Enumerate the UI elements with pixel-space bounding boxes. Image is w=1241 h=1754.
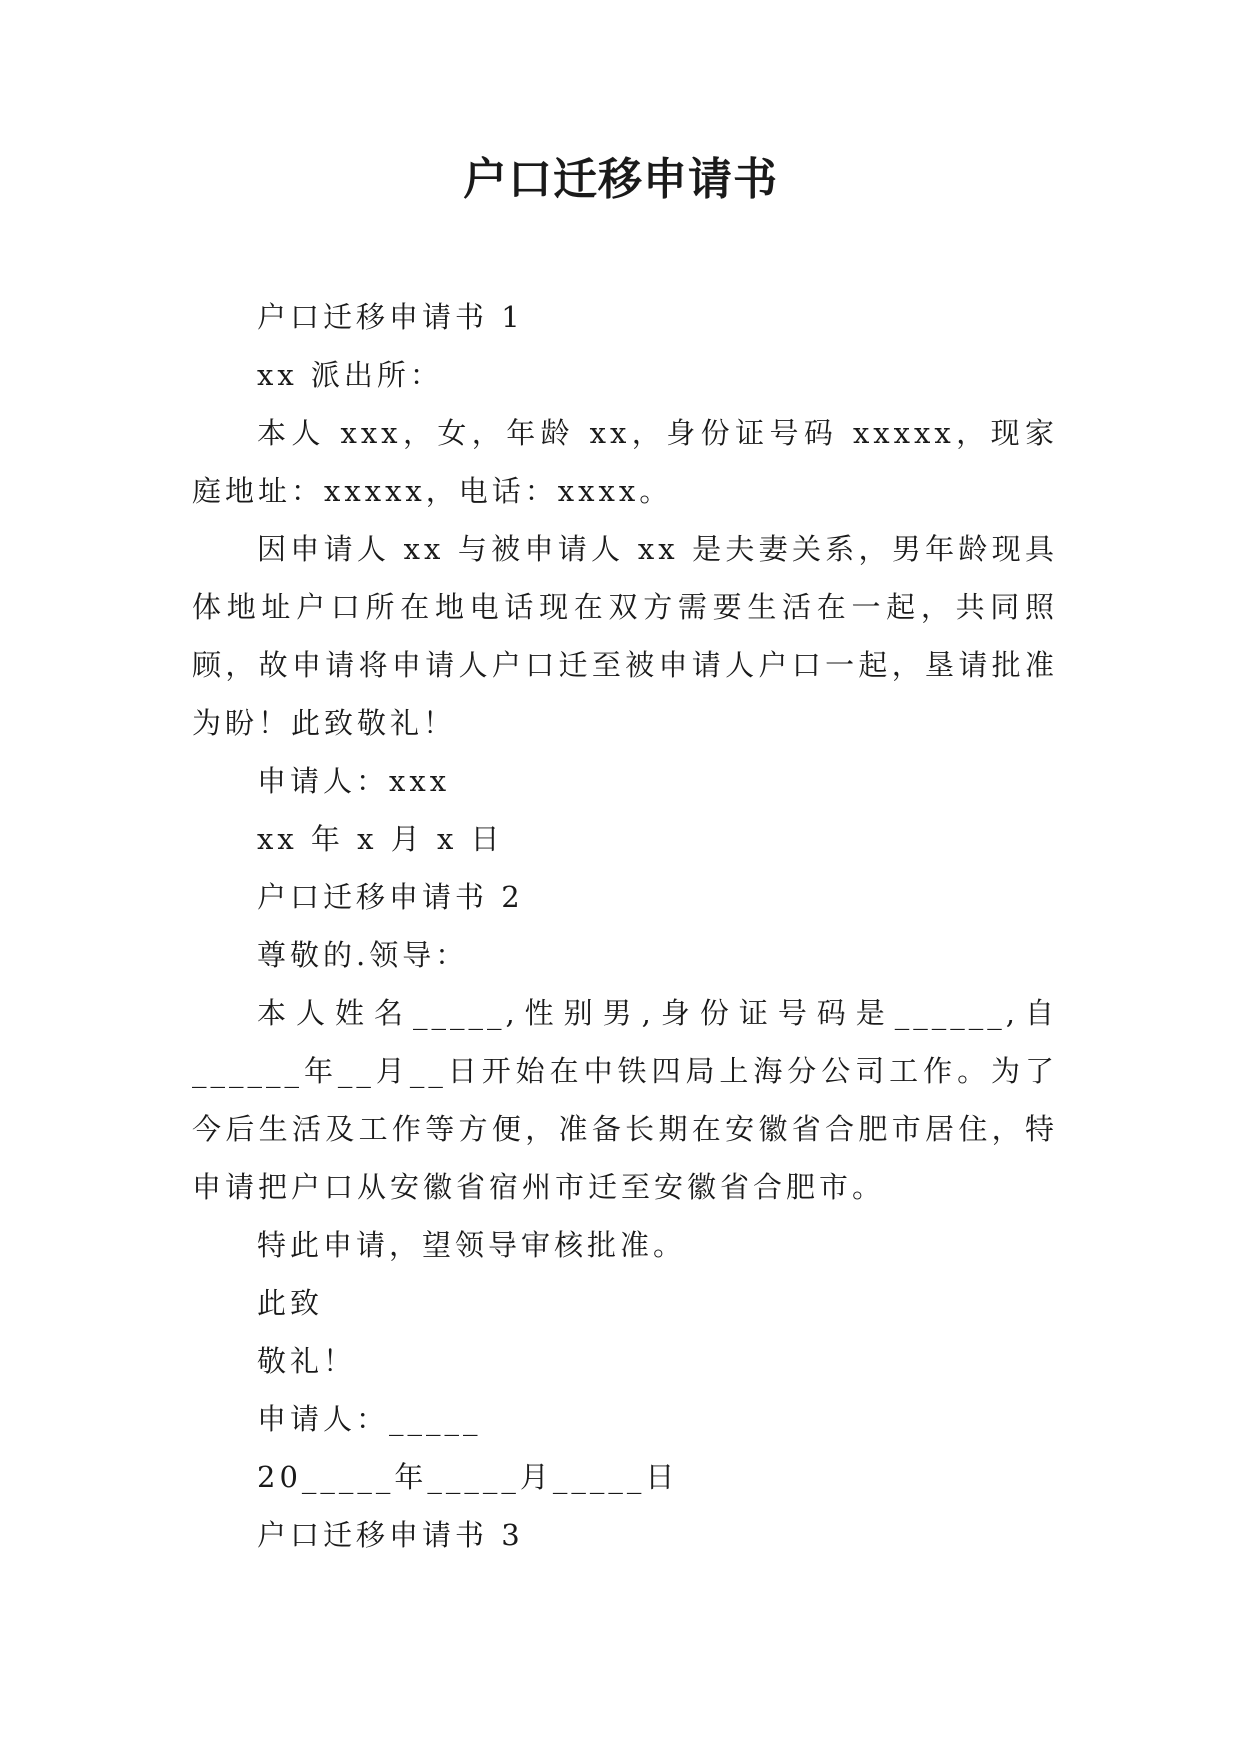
letter2-salutation: 尊敬的.领导：: [257, 938, 469, 972]
letter3-heading: 户口迁移申请书 3: [257, 1518, 524, 1552]
letter1-paragraph-1: 本人 xxx，女，年龄 xx，身份证号码 xxxxx，现家庭地址：xxxxx，电话：xxxx。: [192, 416, 1058, 508]
letter1-paragraph-2: 因申请人 xx 与被申请人 xx 是夫妻关系，男年龄现具体地址户口所在地电话现在双方需要生活在一起，共同照顾，故申请将申请人户口迁至被申请人户口一起，垦请批准为盼！此致敬礼！: [192, 532, 1058, 740]
document-title: 户口迁移申请书: [463, 154, 778, 205]
letter2-closing-1: 此致: [257, 1286, 324, 1320]
letter2-applicant: 申请人：_____: [257, 1402, 482, 1436]
letter2-paragraph-1: 本人姓名_____,性别男,身份证号码是______,自______年__月__日开始在中铁四局上海分公司工作。为了今后生活及工作等方便，准备长期在安徽省合肥市居住，特申请把户口从安徽省宿州市迁至安徽省合肥市。: [192, 996, 1058, 1204]
letter2-closing-2: 敬礼！: [257, 1344, 357, 1378]
letter1-salutation: xx 派出所：: [257, 358, 443, 392]
letter2-date: 20_____年_____月_____日: [257, 1460, 679, 1494]
document-body: [192, 288, 1058, 1564]
letter1-applicant: 申请人：xxx: [257, 764, 451, 798]
letter1-date: xx 年 x 月 x 日: [257, 822, 504, 856]
letter2-heading: 户口迁移申请书 2: [257, 880, 524, 914]
letter1-heading: 户口迁移申请书 1: [257, 300, 524, 334]
letter2-request: 特此申请，望领导审核批准。: [257, 1228, 687, 1262]
